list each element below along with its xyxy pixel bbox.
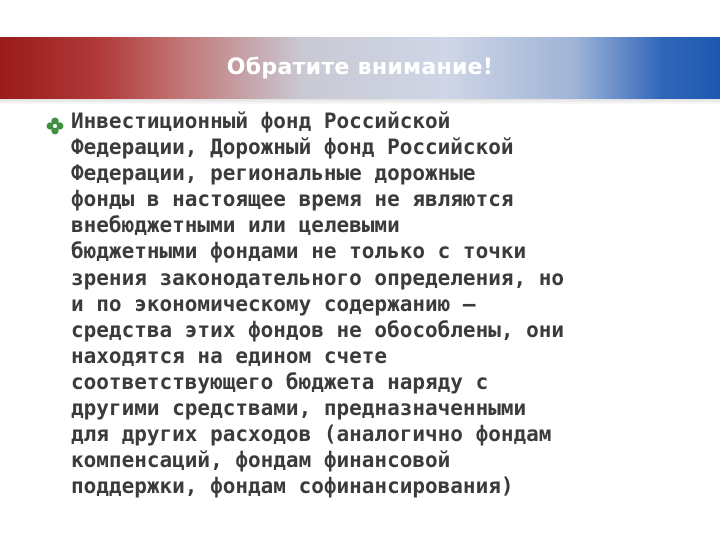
- slide-title: Обратите внимание!: [226, 55, 494, 80]
- paragraph-line: другими средствами, предназначенными: [71, 396, 527, 421]
- paragraph-line: соответствующего бюджета наряду с: [71, 369, 489, 394]
- paragraph-line: средства этих фондов не обособлены, они: [71, 317, 565, 342]
- paragraph-line: поддержки, фондам софинансирования): [71, 474, 514, 499]
- paragraph-line: внебюджетными или целевыми: [71, 213, 400, 238]
- diamond-bullet-icon: [46, 117, 64, 135]
- paragraph-line: находятся на едином счете: [71, 343, 388, 368]
- paragraph-line: бюджетными фондами не только с точки: [71, 239, 527, 264]
- paragraph-line: Федерации, региональные дорожные: [71, 161, 476, 186]
- title-bar-shadow: [0, 99, 720, 105]
- paragraph-line: зрения законодательного определения, но: [71, 265, 565, 290]
- paragraph-line: Инвестиционный фонд Российской: [71, 109, 451, 133]
- paragraph-line: для других расходов (аналогично фондам: [71, 422, 552, 447]
- bullet-paragraph: [71, 108, 701, 499]
- paragraph-line: и по экономическому содержанию –: [71, 291, 476, 316]
- paragraph-line: компенсаций, фондам финансовой: [71, 448, 451, 473]
- paragraph-line: Федерации, Дорожный фонд Российской: [71, 135, 514, 160]
- paragraph-line: фонды в настоящее время не являются: [71, 187, 514, 212]
